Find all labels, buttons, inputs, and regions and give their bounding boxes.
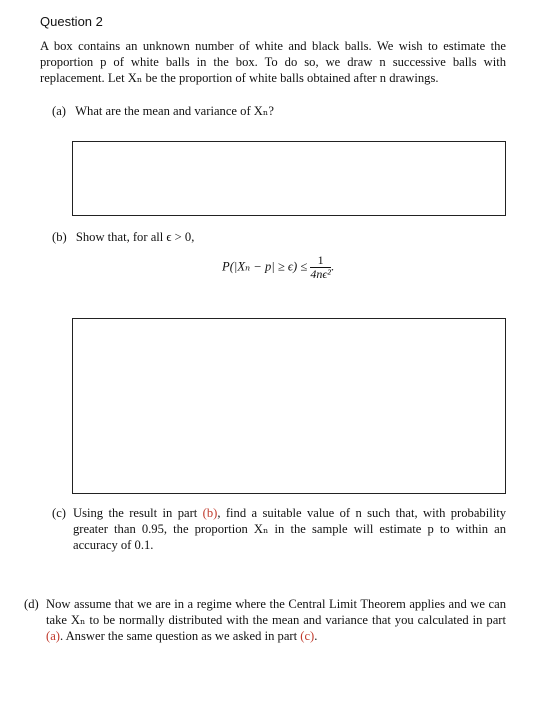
part-d-text: [46, 596, 506, 644]
question-title: Question 2: [40, 14, 103, 29]
formula-lhs: P(|Xₙ − p| ≥ ϵ) ≤: [222, 259, 308, 274]
part-d-text-mid: . Answer the same question as we asked in part: [59, 629, 301, 643]
part-d-label: (d): [24, 597, 39, 611]
formula-numerator: 1: [310, 254, 330, 268]
part-b-formula: [222, 254, 334, 281]
answer-box-a[interactable]: [72, 141, 506, 216]
part-d: [24, 596, 506, 644]
formula-end: .: [330, 259, 334, 274]
part-c-text-pre: Using the result in part: [73, 506, 203, 520]
part-a-text: What are the mean and variance of Xₙ?: [75, 104, 274, 118]
part-a: [52, 103, 274, 119]
part-c: [52, 505, 506, 553]
part-d-text-post: .: [314, 629, 318, 643]
formula-denominator: 4nϵ²: [310, 267, 331, 281]
part-b: [52, 229, 194, 245]
ref-part-c-link[interactable]: (c): [300, 629, 315, 643]
part-b-label: (b): [52, 230, 67, 244]
answer-box-b[interactable]: [72, 318, 506, 494]
part-a-label: (a): [52, 104, 66, 118]
formula-fraction: [310, 254, 330, 281]
part-c-label: (c): [52, 506, 66, 520]
question-intro: A box contains an unknown number of white and black balls. We wish to estimate the proportion p of white balls in the box. To do so, we draw n successive balls with replacement. Let Xₙ be the proportion of white balls obtained after n drawings.: [40, 39, 506, 85]
part-c-text: [73, 505, 506, 553]
ref-part-b-link[interactable]: (b): [202, 506, 218, 520]
part-b-text: Show that, for all ϵ > 0,: [75, 230, 195, 244]
part-d-text-pre: Now assume that we are in a regime where the Central Limit Theorem applies and we can take Xₙ to be normally distributed with the mean and variance that you calculated in part: [46, 597, 506, 627]
ref-part-a-link[interactable]: (a): [46, 629, 60, 643]
part-c-text-post: , find a suitable value of n such that, with probability greater than 0.95, the proportion Xₙ in the sample will estimate p to within an accuracy of 0.1.: [73, 506, 506, 552]
